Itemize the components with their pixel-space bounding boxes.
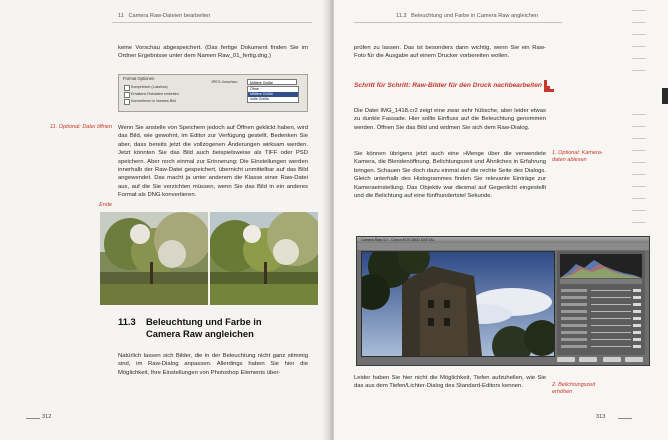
step-by-step-heading: Schritt für Schritt: Raw-Bilder für den Druck nachbearbeiten (354, 82, 542, 89)
facade-photo (361, 251, 555, 357)
margin-step-label: 1. Optional: Kameradaten ablesen (552, 150, 603, 164)
button[interactable] (579, 357, 597, 362)
camera-raw-title-bar: Camera Raw 4.2 - Canon EOS 350D DIGITAL (357, 237, 649, 243)
preview-label: JPEG-Vorschau: (211, 80, 238, 84)
chapter-thumb-tab (662, 88, 668, 104)
slider-row[interactable] (561, 324, 641, 327)
checkbox-label: Konvertieren in lineares Bild (131, 99, 176, 103)
index-mark (632, 222, 646, 223)
section-number: 11.3 (118, 316, 136, 327)
index-mark (632, 34, 646, 35)
camera-raw-screenshot (356, 236, 650, 366)
slider-row[interactable] (561, 296, 641, 299)
histogram (560, 254, 642, 278)
camera-raw-toolbar (357, 243, 649, 250)
running-header-left (118, 13, 210, 19)
section-title: Beleuchtung und Farbe in Camera Raw angleichen (146, 316, 262, 339)
header-section-title: Beleuchtung und Farbe in Camera Raw angleichen (411, 13, 539, 19)
menu-item[interactable]: Ohne (250, 87, 259, 91)
running-header-right (396, 13, 538, 19)
paragraph: keine Vorschau abgespeichert. (Das fertige Dokument finden Sie im Ordner Ergebnisse unter dem Namen Raw_01_fertig.dng.) (118, 45, 308, 60)
index-mark (632, 58, 646, 59)
index-mark (632, 174, 646, 175)
slider-row[interactable] (561, 303, 641, 306)
margin-step-label: 11. Optional: Datei öffnen (50, 124, 112, 130)
camera-raw-settings-panel (557, 251, 645, 355)
checkbox-label: Erhaltene Rohdaten einbetten (131, 92, 179, 96)
paragraph: Sie können übrigens jetzt auch eine »Menge über die verwendete Kamera, die Blendenöffnung, Belichtungszeit und Ähnliches in Erfahrung bringen. Schauen Sie doch dazu einmal auf die rechte Seite des Dialogs. Gleich unterhalb des Histogrammes finden Sie relevante Einträge zur Kameraeinstellung. Das Objektiv war diesmal auf Gegenlicht eingestellt und die Belichtung auf eine fünfhundertstel Sekunde. (354, 151, 546, 200)
slider-row[interactable] (561, 317, 641, 320)
paragraph: Leider haben Sie hier nicht die Möglichkeit, Tiefen aufzuhellen, wie Sie das aus dem Tiefen/Lichter-Dialog des Standard-Editors kennen. (354, 375, 546, 390)
index-mark (632, 126, 646, 127)
menu-item-selected[interactable]: Mittlere Größe (248, 92, 298, 97)
button[interactable] (625, 357, 643, 362)
page-number-rule (618, 418, 632, 419)
header-rule (354, 22, 562, 23)
index-mark (632, 46, 646, 47)
slider-row[interactable] (561, 345, 641, 348)
left-page (0, 0, 330, 440)
index-mark (632, 150, 646, 151)
header-chapter-number: 11 (118, 13, 124, 19)
preview-dropdown-menu (247, 86, 299, 103)
dialog-title: Format Optionen (123, 76, 155, 81)
paragraph: Natürlich lassen sich Bilder, die in der Beleuchtung nicht ganz stimmig sind, im Raw-Dialog anpassen. Allerdings haben Sie hier die Möglichkeit, Ihre Einstellungen von Photoshop Elements über- (118, 353, 308, 376)
margin-end-label: Ende (99, 202, 112, 208)
page-number: 312 (42, 414, 52, 420)
slider-row[interactable] (561, 310, 641, 313)
format-options-dialog (118, 74, 308, 112)
paragraph: Wenn Sie anstelle von Speichern jedoch auf Öffnen geklickt haben, wird das Bild, wie gewohnt, im Editor zur Verfügung gestellt. Bedenken Sie aber, dass bereits jetzt die vollzogenen Änderungen wirksam werden. Jetzt könnten Sie das Bild auch beispielsweise als TIFF oder PSD speichern. Aber noch einmal zur Erinnerung: Die Einstellungen werden innerhalb der Raw-Datei gespeichert, übernicht unmittelbar auf das Bild angewendet. Das macht ja unter anderem die Klasse einer Raw-Datei aus, auf die Sie verzichten müssen, wenn Sie das Bild in ein anderes Format als DNG konvertieren. (118, 125, 308, 199)
index-mark (632, 114, 646, 115)
checkbox-label: Komprimiert (Lossless) (131, 85, 168, 89)
settings-tabs[interactable] (560, 279, 642, 284)
index-mark (632, 162, 646, 163)
menu-item[interactable]: Volle Größe (250, 97, 269, 101)
slider-row[interactable] (561, 289, 641, 292)
index-mark (632, 210, 646, 211)
page-number-rule (26, 418, 40, 419)
index-mark (632, 186, 646, 187)
checkbox[interactable] (124, 99, 130, 105)
margin-step-label: 2. Belichtungszeit erhöhen (552, 382, 596, 396)
index-mark (632, 198, 646, 199)
header-rule (112, 22, 312, 23)
page-number: 313 (596, 414, 606, 420)
slider-row[interactable] (561, 338, 641, 341)
index-mark (632, 70, 646, 71)
preview-select[interactable]: Mittlere Größe (247, 79, 297, 85)
tree-photo-after (210, 212, 318, 305)
slider-row[interactable] (561, 331, 641, 334)
index-mark (632, 22, 646, 23)
button[interactable] (557, 357, 575, 362)
index-mark (632, 10, 646, 11)
checkbox[interactable] (124, 85, 130, 91)
header-section-number: 11.3 (396, 13, 407, 19)
index-mark (632, 138, 646, 139)
paragraph: prüfen zu lassen. Das ist besonders dann wichtig, wenn Sie ein Raw-Foto für die Ausgabe auf einem Drucker vorbereiten wollen. (354, 45, 546, 60)
right-page (334, 0, 668, 440)
paragraph: Die Datei IMG_1418.cr2 zeigt eine zwar sehr hübsche, aber leider etwas zu dunkle Fassade. Hier sollte Einfluss auf die Beleuchtung genommen werden. Öffnen Sie das Bild und widmen Sie sich dem Raw-Dialog. (354, 108, 546, 131)
checkbox[interactable] (124, 92, 130, 98)
button[interactable] (603, 357, 621, 362)
step-marker-icon (544, 80, 554, 92)
tree-photo-before (100, 212, 208, 305)
header-chapter-title: Camera Raw-Dateien bearbeiten (128, 13, 211, 19)
